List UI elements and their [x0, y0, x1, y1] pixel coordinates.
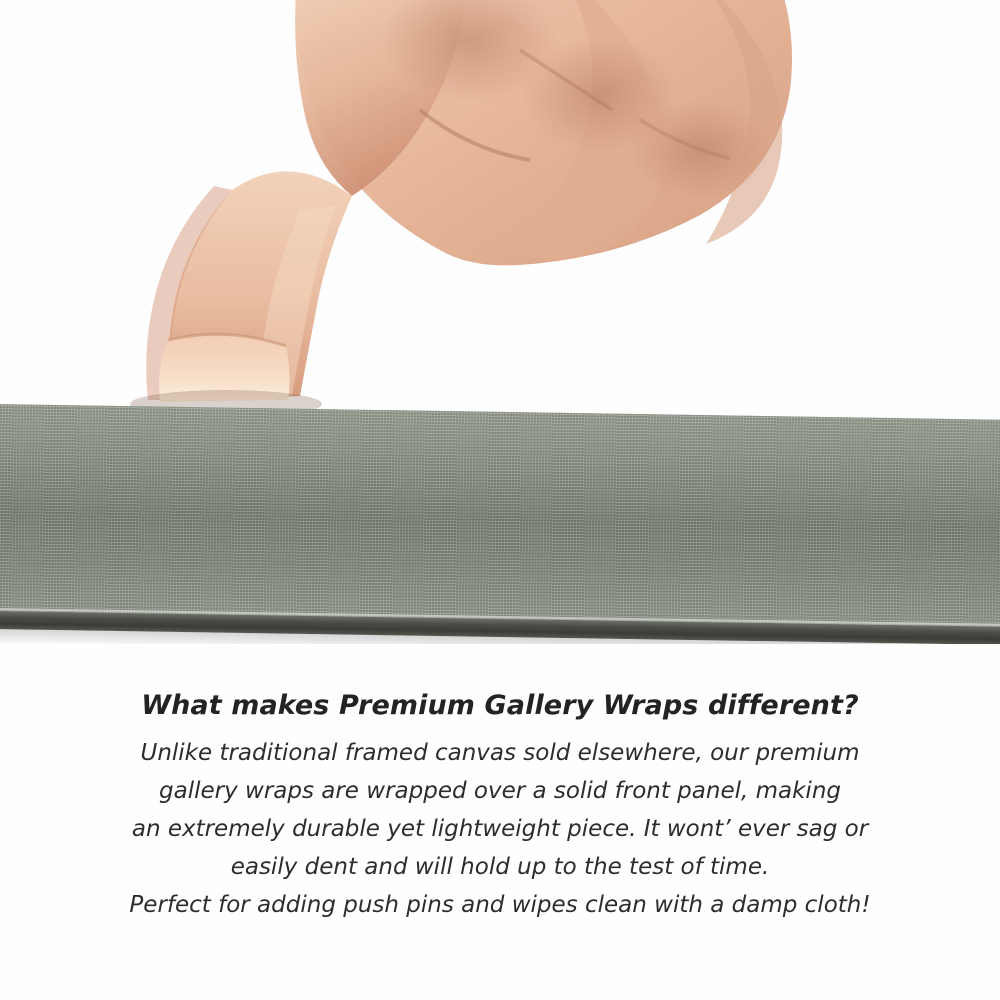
canvas-artwork-surface — [0, 404, 1000, 644]
gallery-wrap-panel — [0, 404, 1000, 644]
copy-line: Unlike traditional framed canvas sold elsewhere, our premium — [140, 740, 860, 766]
copy-line: gallery wraps are wrapped over a solid front panel, making — [159, 778, 841, 804]
gallery-wrap-panel-inner — [0, 404, 1000, 644]
hand-photo — [0, 0, 1000, 430]
copy-line: an extremely durable yet lightweight piece. It wont’ ever sag or — [131, 816, 869, 842]
copy-heading: What makes Premium Gallery Wraps different? — [141, 690, 859, 721]
hand-illustration — [0, 0, 1000, 430]
copy-line: easily dent and will hold up to the test of time. — [230, 854, 770, 880]
marketing-copy — [0, 690, 1000, 924]
copy-line: Perfect for adding push pins and wipes clean with a damp cloth! — [129, 892, 871, 918]
